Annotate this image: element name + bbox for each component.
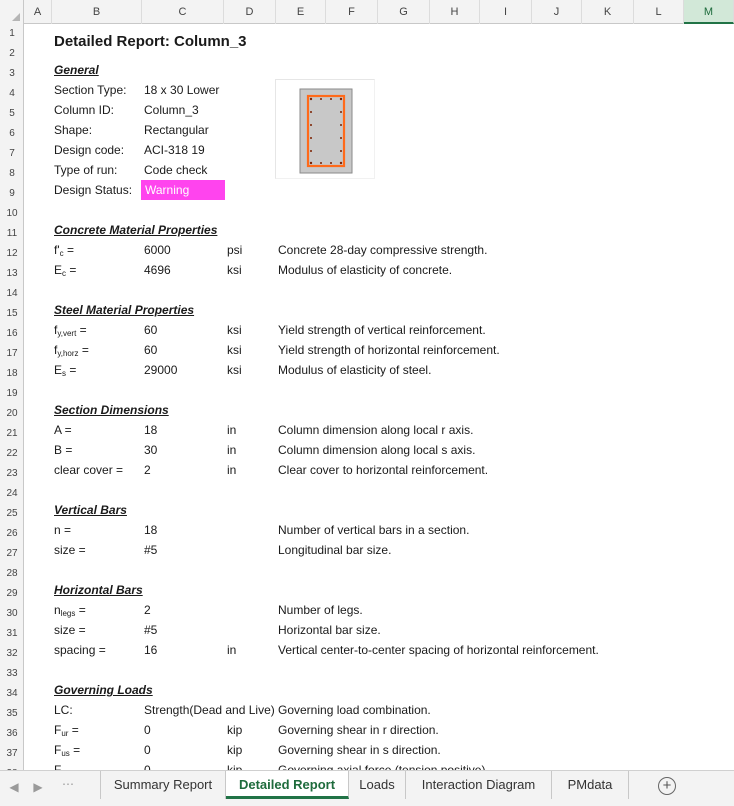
unit-fc: psi [227, 243, 243, 257]
desc-dim-a: Column dimension along local r axis. [278, 423, 474, 437]
label-fc: $f'_c$ = [54, 243, 74, 258]
section-heading-loads: Governing Loads [54, 683, 153, 697]
value-fy-vert: 60 [144, 323, 158, 337]
tab-pmdata[interactable]: PMdata [552, 771, 629, 799]
column-header-b[interactable]: B [52, 0, 142, 24]
label-vbar-size: size = [54, 543, 86, 557]
row-header-6[interactable]: 6 [9, 128, 15, 139]
row-header-1[interactable]: 1 [9, 28, 15, 39]
unit-fy-horz: ksi [227, 343, 242, 357]
column-header-e[interactable]: E [276, 0, 326, 24]
value-fur: 0 [144, 723, 151, 737]
desc-hbar-spacing: Vertical center-to-center spacing of horizontal reinforcement. [278, 643, 599, 657]
select-all-corner[interactable] [0, 0, 24, 24]
desc-clear-cover: Clear cover to horizontal reinforcement. [278, 463, 489, 477]
row-header-17[interactable]: 17 [6, 348, 18, 359]
value-dim-a: 18 [144, 423, 158, 437]
label-ec: $E_c$ = [54, 263, 77, 278]
section-heading-horizontal-bars: Horizontal Bars [54, 583, 143, 597]
worksheet-grid[interactable] [24, 24, 734, 770]
section-heading-vertical-bars: Vertical Bars [54, 503, 127, 517]
unit-clear-cover: in [227, 463, 237, 477]
column-header-c[interactable]: C [142, 0, 224, 24]
column-header-g[interactable]: G [378, 0, 430, 24]
tab-detailed-report[interactable]: Detailed Report [226, 771, 349, 799]
label-column-id: Column ID: [54, 103, 115, 117]
row-header-33[interactable]: 33 [6, 668, 18, 679]
row-header-4[interactable]: 4 [9, 88, 15, 99]
add-sheet-icon[interactable]: + [658, 777, 676, 795]
label-fy-vert: $f_{y,vert}$ = [54, 323, 87, 338]
label-dim-b: B = [54, 443, 73, 457]
row-header-34[interactable]: 34 [6, 688, 18, 699]
desc-vbar-size: Longitudinal bar size. [278, 543, 392, 557]
desc-lc: Governing load combination. [278, 703, 431, 717]
row-header-27[interactable]: 27 [6, 548, 18, 559]
row-header-9[interactable]: 9 [9, 188, 15, 199]
label-fus: $F_{us}$ = [54, 743, 81, 758]
unit-fy-vert: ksi [227, 323, 242, 337]
column-header-a[interactable]: A [24, 0, 52, 24]
value-design-code: ACI-318 19 [144, 143, 205, 157]
desc-fus: Governing shear in s direction. [278, 743, 441, 757]
row-header-36[interactable]: 36 [6, 728, 18, 739]
row-header-25[interactable]: 25 [6, 508, 18, 519]
label-fy-horz: $f_{y,horz}$ = [54, 343, 89, 358]
column-section-image[interactable] [275, 79, 375, 179]
row-header-21[interactable]: 21 [6, 428, 18, 439]
desc-fur: Governing shear in r direction. [278, 723, 439, 737]
value-hbar-legs: 2 [144, 603, 151, 617]
row-header-2[interactable]: 2 [9, 48, 15, 59]
label-es: $E_s$ = [54, 363, 77, 378]
column-header-d[interactable]: D [224, 0, 276, 24]
row-header-5[interactable]: 5 [9, 108, 15, 119]
column-header-i[interactable]: I [480, 0, 532, 24]
desc-ec: Modulus of elasticity of concrete. [278, 263, 453, 277]
value-vbar-n: 18 [144, 523, 158, 537]
label-vbar-n: n = [54, 523, 72, 537]
desc-es: Modulus of elasticity of steel. [278, 363, 432, 377]
value-dim-b: 30 [144, 443, 158, 457]
label-hbar-size: size = [54, 623, 86, 637]
row-header-18[interactable]: 18 [6, 368, 18, 379]
label-section-type: Section Type: [54, 83, 127, 97]
unit-hbar-spacing: in [227, 643, 237, 657]
desc-vbar-n: Number of vertical bars in a section. [278, 523, 470, 537]
design-status-badge: Warning [141, 180, 225, 200]
column-header-j[interactable]: J [532, 0, 582, 24]
value-es: 29000 [144, 363, 178, 377]
row-header-26[interactable]: 26 [6, 528, 18, 539]
column-header-l[interactable]: L [634, 0, 684, 24]
sheet-tab-bar [0, 770, 734, 806]
row-header-19[interactable]: 19 [6, 388, 18, 399]
value-fy-horz: 60 [144, 343, 158, 357]
row-header-8[interactable]: 8 [9, 168, 15, 179]
row-header-23[interactable]: 23 [6, 468, 18, 479]
desc-fc: Concrete 28-day compressive strength. [278, 243, 488, 257]
row-header-16[interactable]: 16 [6, 328, 18, 339]
unit-dim-b: in [227, 443, 237, 457]
row-header-31[interactable]: 31 [6, 628, 18, 639]
label-design-code: Design code: [54, 143, 125, 157]
value-lc: Strength(Dead and Live) [144, 703, 275, 717]
label-run-type: Type of run: [54, 163, 118, 177]
value-vbar-size: #5 [144, 543, 158, 557]
unit-es: ksi [227, 363, 242, 377]
value-fus: 0 [144, 743, 151, 757]
label-hbar-legs: $n_{legs}$ = [54, 603, 86, 618]
row-header-15[interactable]: 15 [6, 308, 18, 319]
row-header-22[interactable]: 22 [6, 448, 18, 459]
report-title: Detailed Report: Column_3 [54, 33, 247, 50]
more-sheets-icon[interactable]: ⋯ [62, 777, 75, 791]
label-clear-cover: clear cover = [54, 463, 124, 477]
unit-ec: ksi [227, 263, 242, 277]
row-header-14[interactable]: 14 [6, 288, 18, 299]
value-hbar-spacing: 16 [144, 643, 158, 657]
label-shape: Shape: [54, 123, 93, 137]
value-column-id: Column_3 [144, 103, 199, 117]
value-run-type: Code check [144, 163, 208, 177]
row-header-29[interactable]: 29 [6, 588, 18, 599]
section-heading-dimensions: Section Dimensions [54, 403, 169, 417]
label-hbar-spacing: spacing = [54, 643, 106, 657]
column-header-h[interactable]: H [430, 0, 480, 24]
value-clear-cover: 2 [144, 463, 151, 477]
value-hbar-size: #5 [144, 623, 158, 637]
row-header-28[interactable]: 28 [6, 568, 18, 579]
unit-fus: kip [227, 743, 243, 757]
row-header-11[interactable]: 11 [6, 228, 18, 239]
next-sheet-icon[interactable]: ▶ [33, 780, 43, 794]
row-header-3[interactable]: 3 [9, 68, 15, 79]
row-header-24[interactable]: 24 [6, 488, 18, 499]
unit-fur: kip [227, 723, 243, 737]
row-header-35[interactable]: 35 [6, 708, 18, 719]
row-header-12[interactable]: 12 [6, 248, 18, 259]
desc-hbar-legs: Number of legs. [278, 603, 363, 617]
desc-fy-vert: Yield strength of vertical reinforcement. [278, 323, 486, 337]
column-header-m[interactable]: M [684, 0, 734, 24]
row-header-20[interactable]: 20 [6, 408, 18, 419]
row-header-10[interactable]: 10 [6, 208, 18, 219]
desc-dim-b: Column dimension along local s axis. [278, 443, 476, 457]
label-dim-a: A = [54, 423, 72, 437]
label-fur: $F_{ur}$ = [54, 723, 79, 738]
column-header-f[interactable]: F [326, 0, 378, 24]
section-heading-concrete: Concrete Material Properties [54, 223, 218, 237]
value-section-type: 18 x 30 Lower [144, 83, 220, 97]
tab-summary-report[interactable]: Summary Report [100, 771, 226, 799]
label-design-status: Design Status: [54, 183, 133, 197]
section-heading-steel: Steel Material Properties [54, 303, 195, 317]
row-header-13[interactable]: 13 [6, 268, 18, 279]
desc-fy-horz: Yield strength of horizontal reinforcement. [278, 343, 500, 357]
label-lc: LC: [54, 703, 73, 717]
column-header-k[interactable]: K [582, 0, 634, 24]
column-header-bar [0, 0, 734, 24]
row-header-32[interactable]: 32 [6, 648, 18, 659]
section-heading-general: General [54, 63, 99, 77]
row-header-bar [0, 24, 24, 770]
value-shape: Rectangular [144, 123, 209, 137]
row-header-7[interactable]: 7 [9, 148, 15, 159]
column-section-icon [276, 80, 376, 180]
desc-hbar-size: Horizontal bar size. [278, 623, 381, 637]
row-header-30[interactable]: 30 [6, 608, 18, 619]
tab-loads[interactable]: Loads [349, 771, 406, 799]
prev-sheet-icon[interactable]: ◀ [9, 780, 19, 794]
value-ec: 4696 [144, 263, 171, 277]
unit-dim-a: in [227, 423, 237, 437]
value-fc: 6000 [144, 243, 171, 257]
tab-interaction-diagram[interactable]: Interaction Diagram [406, 771, 552, 799]
row-header-37[interactable]: 37 [6, 748, 18, 759]
